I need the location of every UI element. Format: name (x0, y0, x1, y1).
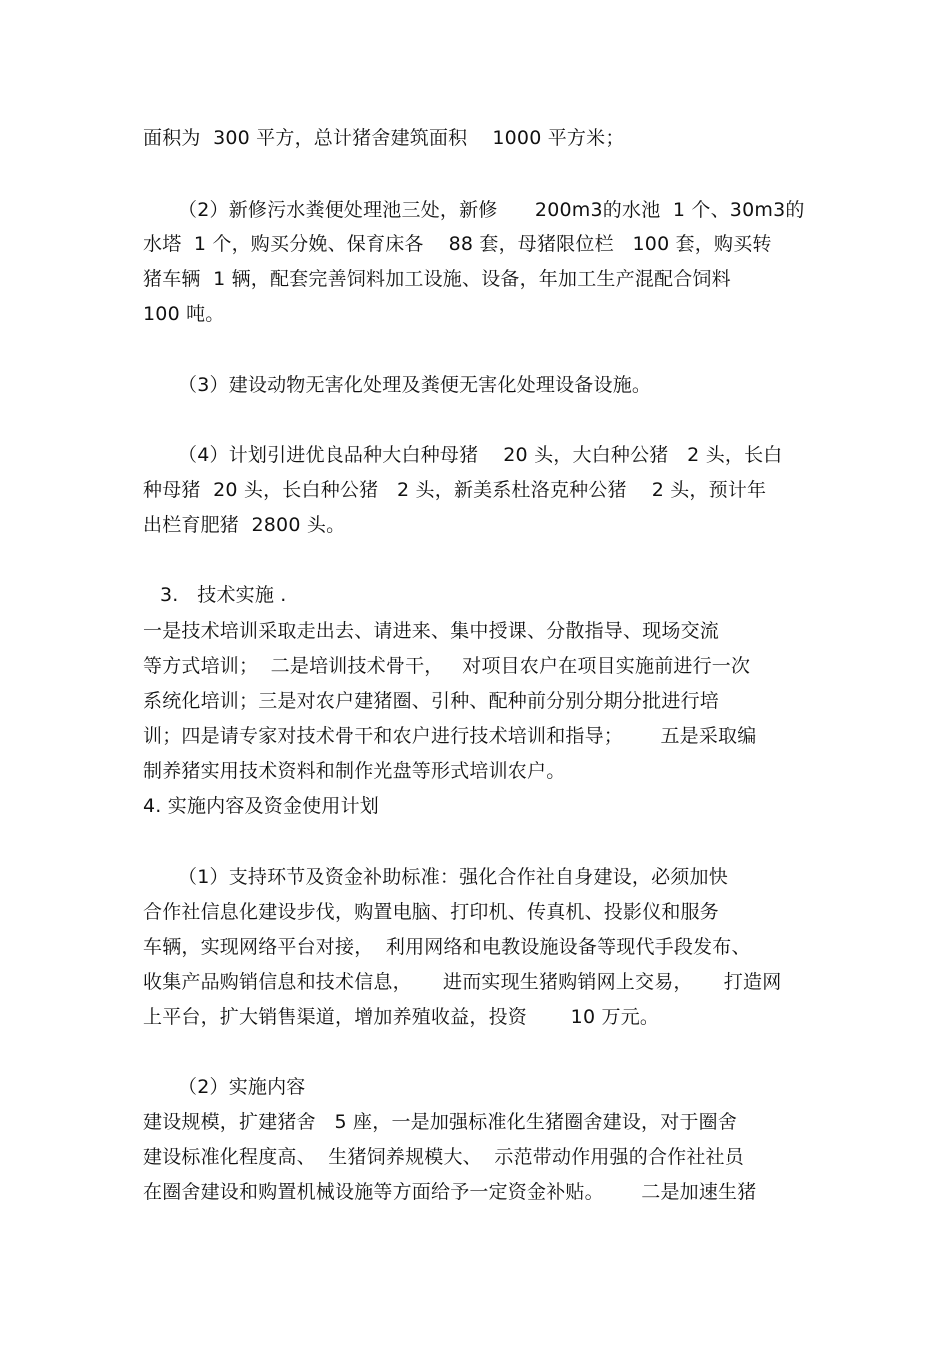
section-heading: 3. 技术实施 . (160, 584, 287, 606)
text-line: 猪车辆 1 辆，配套完善饲料加工设施、设备，年加工生产混配合饲料 (143, 268, 731, 290)
text-line: 系统化培训；三是对农户建猪圈、引种、配种前分别分期分批进行培 (143, 690, 720, 712)
text-line: （2）新修污水粪便处理池三处，新修 200m3的水池 1 个、30m3的 (178, 199, 805, 221)
text-line: 合作社信息化建设步伐，购置电脑、打印机、传真机、投影仪和服务 (143, 901, 720, 923)
text-line: 等方式培训； 二是培训技术骨干， 对项目农户在项目实施前进行一次 (143, 655, 751, 677)
text-line: 面积为 300 平方，总计猪舍建筑面积 1000 平方米； (143, 127, 625, 149)
text-line: （1）支持环节及资金补助标准：强化合作社自身建设，必须加快 (178, 866, 728, 888)
text-line: （3）建设动物无害化处理及粪便无害化处理设备设施。 (178, 374, 652, 396)
text-line: 收集产品购销信息和技术信息， 进而实现生猪购销网上交易， 打造网 (143, 971, 782, 993)
text-line: 一是技术培训采取走出去、请进来、集中授课、分散指导、现场交流 (143, 620, 720, 642)
text-line: 在圈舍建设和购置机械设施等方面给予一定资金补贴。 二是加速生猪 (143, 1181, 757, 1203)
text-line: 制养猪实用技术资料和制作光盘等形式培训农户。 (143, 760, 566, 782)
text-line: 上平台，扩大销售渠道，增加养殖收益，投资 10 万元。 (143, 1006, 660, 1028)
text-line: 车辆，实现网络平台对接， 利用网络和电教设施设备等现代手段发布、 (143, 936, 751, 958)
text-line: （2）实施内容 (178, 1076, 306, 1098)
text-line: 训；四是请专家对技术骨干和农户进行技术培训和指导； 五是采取编 (143, 725, 757, 747)
text-line: 水塔 1 个，购买分娩、保育床各 88 套，母猪限位栏 100 套，购买转 (143, 233, 772, 255)
text-line: 出栏育肥猪 2800 头。 (143, 514, 346, 536)
text-line: （4）计划引进优良品种大白种母猪 20 头，大白种公猪 2 头，长白 (178, 444, 783, 466)
text-line: 建设标准化程度高、 生猪饲养规模大、 示范带动作用强的合作社社员 (143, 1146, 744, 1168)
text-line: 100 吨。 (143, 303, 225, 325)
text-line: 建设规模，扩建猪舍 5 座，一是加强标准化生猪圈舍建设，对于圈舍 (143, 1111, 738, 1133)
text-line: 种母猪 20 头，长白种公猪 2 头，新美系杜洛克种公猪 2 头，预计年 (143, 479, 767, 501)
section-heading: 4. 实施内容及资金使用计划 (143, 795, 379, 817)
